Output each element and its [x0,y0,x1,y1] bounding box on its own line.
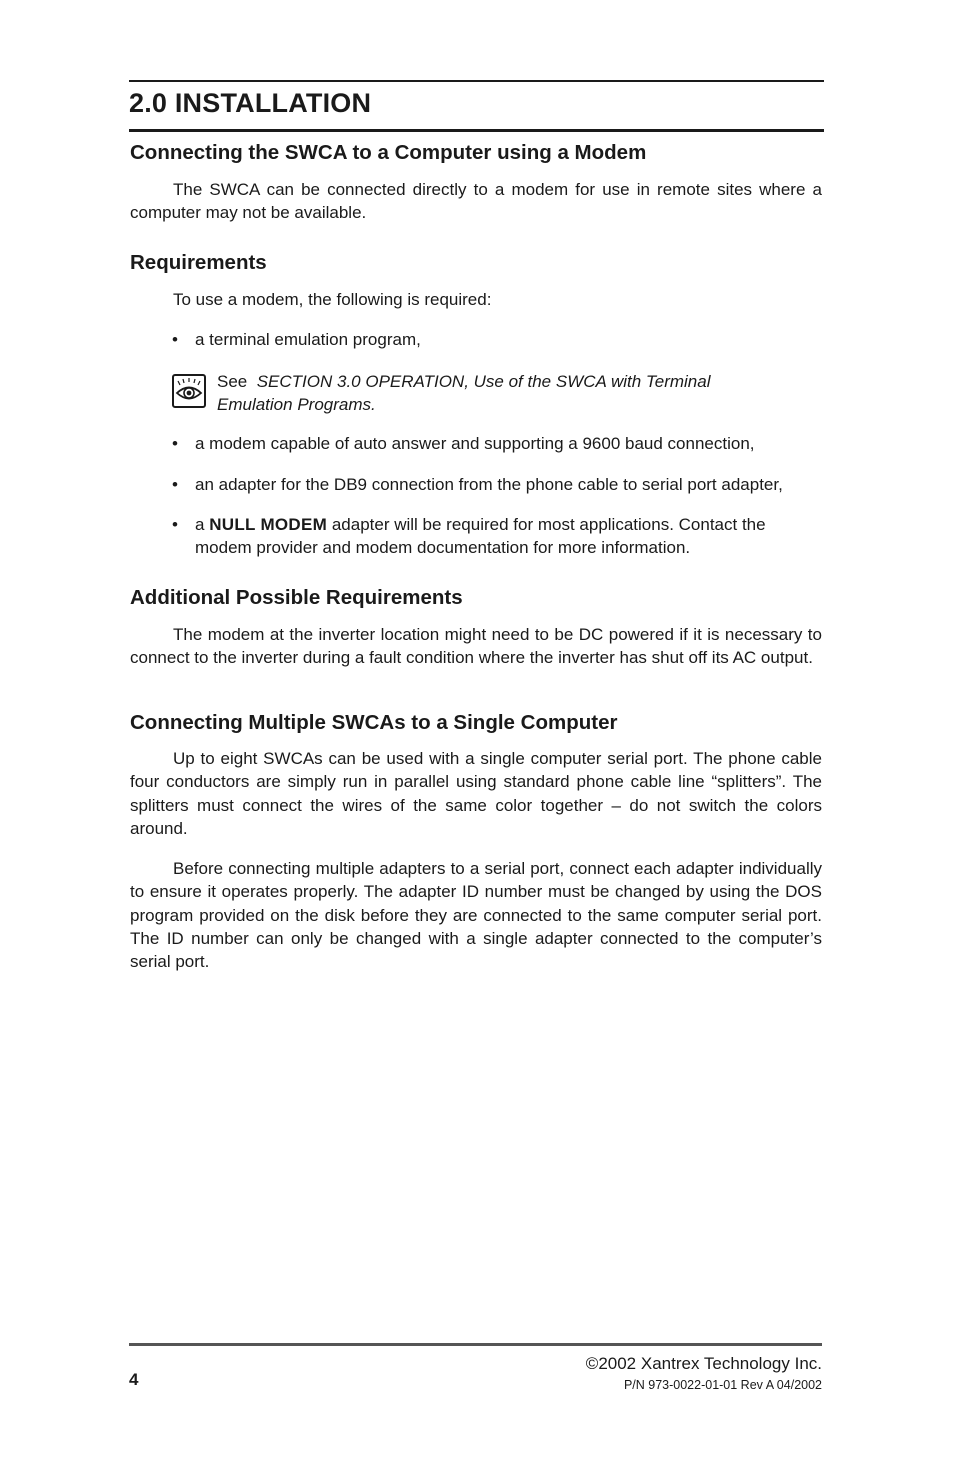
note-reference-link[interactable]: SECTION 3.0 OPERATION, Use of the SWCA with Terminal Emulation Programs. [217,372,711,415]
modem-paragraph-text: The SWCA can be connected directly to a modem for use in remote sites where a computer may not be available. [130,180,822,223]
multiple-paragraph-2 [130,857,822,973]
cross-reference-note [217,370,777,417]
bullet-marker: • [172,330,178,349]
additional-paragraph [130,623,822,670]
bullet-marker: • [172,475,178,494]
header-top-rule [129,80,824,82]
header-bottom-rule [129,129,824,132]
requirement-item-null-modem [172,513,824,560]
requirement-item-text: a modem capable of auto answer and supporting a 9600 baud connection, [195,434,755,453]
requirement-item-modem [172,432,824,455]
copyright-notice: ©2002 Xantrex Technology Inc. [585,1354,822,1373]
multiple-heading: Connecting Multiple SWCAs to a Single Computer [130,711,618,734]
multiple-paragraph-1-text: Up to eight SWCAs can be used with a single computer serial port. The phone cable four conductors are simply run in parallel using standard phone cable line “splitters”. The splitters must connect the wires of the same color together – do not switch the colors around. [130,749,822,838]
requirements-intro-text: To use a modem, the following is required: [173,290,492,309]
note-prefix: See [217,372,248,391]
requirement-item-text: a terminal emulation program, [195,330,421,349]
requirement-item-terminal [172,328,824,351]
requirements-intro [130,288,822,311]
bullet-marker: • [172,515,178,534]
requirements-heading: Requirements [130,251,267,274]
part-number: P/N 973-0022-01-01 Rev A 04/2002 [623,1378,822,1392]
null-modem-term: NULL MODEM [209,515,328,534]
bullet-marker: • [172,434,178,453]
modem-paragraph [130,178,822,225]
modem-heading: Connecting the SWCA to a Computer using a Modem [130,141,647,164]
section-title: 2.0 INSTALLATION [129,88,372,118]
item-prefix: a [195,515,205,534]
page-number: 4 [129,1370,139,1389]
requirement-item-text [195,513,824,560]
requirement-item-adapter [172,473,824,496]
multiple-paragraph-2-text: Before connecting multiple adapters to a serial port, connect each adapter individually to ensure it operates properly. The adapter ID number must be changed by using the DOS program provided on the disk before they are connected to the same computer serial port. The ID number can only be changed with a single adapter connected to the computer’s serial port. [130,859,822,972]
eye-icon [172,374,206,408]
additional-paragraph-text: The modem at the inverter location might need to be DC powered if it is necessary to connect to the inverter during a fault condition where the inverter has shut off its AC output. [130,625,822,668]
requirement-item-text: an adapter for the DB9 connection from the phone cable to serial port adapter, [195,475,783,494]
footer-rule [129,1343,822,1346]
item-rest: adapter will be required for most applications. Contact the modem provider and modem documentation for more information. [195,515,766,558]
multiple-paragraph-1 [130,747,822,840]
additional-heading: Additional Possible Requirements [130,586,463,609]
